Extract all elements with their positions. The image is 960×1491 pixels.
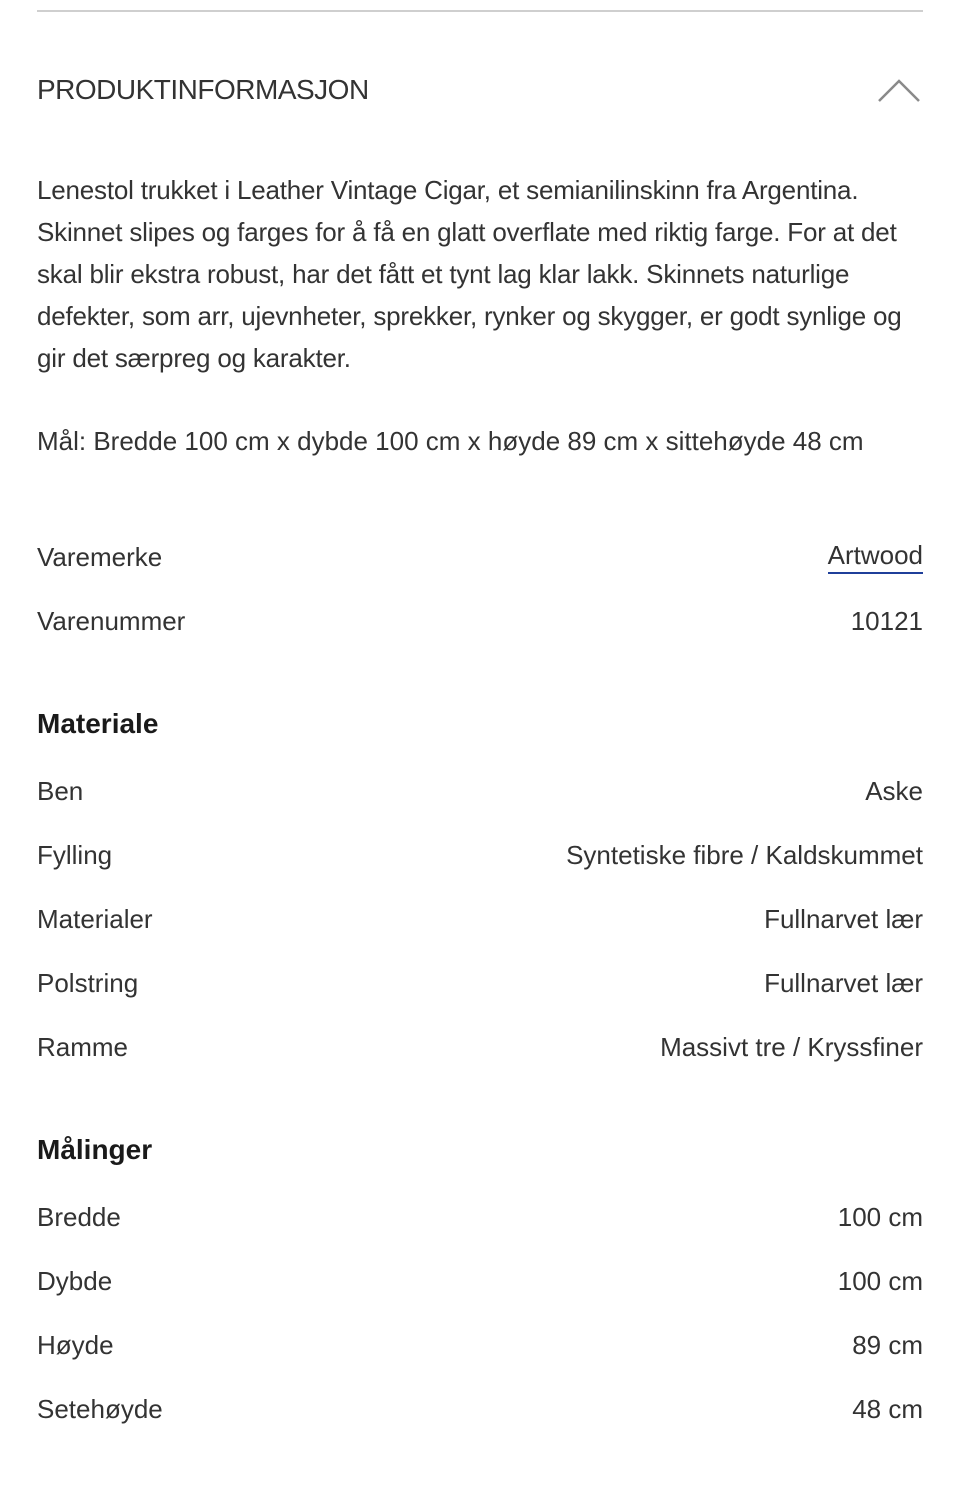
spec-label: Høyde [37, 1329, 114, 1360]
sku-row [37, 601, 923, 641]
spec-row-materialer [37, 899, 923, 939]
spec-row-bredde [37, 1197, 923, 1237]
spec-value: 100 cm [837, 1201, 923, 1232]
chevron-up-icon[interactable] [877, 77, 921, 103]
brand-row [37, 537, 923, 577]
spec-label: Materialer [37, 903, 153, 934]
spec-value: 89 cm [852, 1329, 923, 1360]
spec-value: 48 cm [852, 1393, 923, 1424]
spec-row-ramme [37, 1027, 923, 1067]
spec-row-dybde [37, 1261, 923, 1301]
spec-label: Polstring [37, 967, 139, 998]
brand-link[interactable]: Artwood [828, 540, 923, 574]
spec-label: Ramme [37, 1031, 129, 1062]
spec-row-fylling [37, 835, 923, 875]
product-info-accordion-toggle[interactable] [37, 62, 923, 118]
spec-value: Syntetiske fibre / Kaldskummet [566, 839, 923, 870]
brand-label: Varemerke [37, 541, 163, 572]
spec-row-hoyde [37, 1325, 923, 1365]
spec-label: Bredde [37, 1201, 121, 1232]
spec-value: Fullnarvet lær [764, 903, 923, 934]
spec-label: Setehøyde [37, 1393, 163, 1424]
product-description: Lenestol trukket i Leather Vintage Cigar, et semianilinskinn fra Argentina. Skinnet slipes og farges for å få en glatt overflate med riktig farge. For at det skal blir ekstra robust, har det fått et tynt lag klar lakk. Skinnets naturlige defekter, som arr, ujevnheter, sprekker, rynker og skygger, er godt synlige og gir det særpreg og karakter. [37, 175, 902, 373]
sku-value: 10121 [850, 605, 923, 636]
spec-value: Fullnarvet lær [764, 967, 923, 998]
spec-label: Dybde [37, 1265, 113, 1296]
spec-label: Fylling [37, 839, 113, 870]
spec-row-ben [37, 771, 923, 811]
sku-label: Varenummer [37, 605, 186, 636]
spec-row-setehoyde [37, 1389, 923, 1429]
spec-value: 100 cm [837, 1265, 923, 1296]
section-title: PRODUKTINFORMASJON [37, 74, 369, 105]
top-divider [37, 10, 923, 12]
dimensions-summary: Mål: Bredde 100 cm x dybde 100 cm x høyde 89 cm x sittehøyde 48 cm [37, 426, 864, 456]
spec-label: Ben [37, 775, 84, 806]
spec-value: Massivt tre / Kryssfiner [660, 1031, 923, 1062]
materials-heading: Materiale [37, 708, 159, 739]
spec-row-polstring [37, 963, 923, 1003]
measurements-heading: Målinger [37, 1134, 153, 1165]
spec-value: Aske [865, 775, 923, 806]
